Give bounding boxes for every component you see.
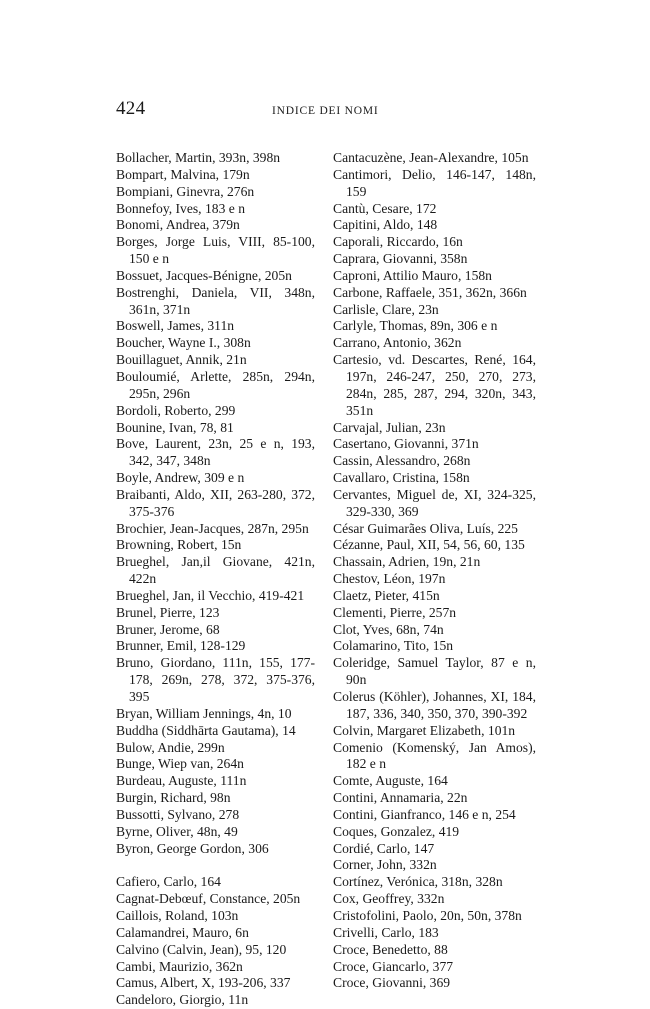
index-entry: Cézanne, Paul, XII, 54, 56, 60, 135 — [333, 537, 525, 553]
index-entry: Carlyle, Thomas, 89n, 306 e n — [333, 318, 498, 334]
index-entry: Cagnat-Debœuf, Constance, 205n — [116, 891, 301, 907]
index-entry: Bulow, Andie, 299n — [116, 739, 225, 755]
index-entry: Bruner, Jerome, 68 — [116, 621, 220, 637]
index-entry: Bonnefoy, Ives, 183 e n — [116, 200, 245, 216]
index-entry: Bruno, Giordano, 111n, 155, 177-178, 269n, 278, 372, 375-376, 395 — [116, 655, 315, 704]
index-entry: Boyle, Andrew, 309 e n — [116, 470, 245, 486]
index-entry: Cristofolini, Paolo, 20n, 50n, 378n — [333, 907, 522, 923]
index-entry: Cantacuzène, Jean-Alexandre, 105n — [333, 150, 529, 165]
index-entry: Bompiani, Ginevra, 276n — [116, 183, 255, 199]
index-entry: Candeloro, Giorgio, 11n — [116, 992, 249, 1008]
index-entry: Cantimori, Delio, 146-147, 148n, 159 — [333, 166, 536, 199]
index-entry: Camus, Albert, X, 193-206, 337 — [116, 975, 291, 991]
index-entry: Boswell, James, 311n — [116, 318, 235, 334]
index-entry: Bompart, Malvina, 179n — [116, 166, 250, 182]
index-entry: Bryan, William Jennings, 4n, 10 — [116, 705, 292, 721]
index-entry: Brueghel, Jan, il Vecchio, 419-421 — [116, 587, 305, 603]
index-entry: Coleridge, Samuel Taylor, 87 e n, 90n — [333, 655, 536, 688]
index-entry: Brunner, Emil, 128-129 — [116, 638, 246, 654]
index-entry: Cambi, Maurizio, 362n — [116, 958, 243, 974]
index-entry: Colvin, Margaret Elizabeth, 101n — [333, 722, 516, 738]
index-entry: Capitini, Aldo, 148 — [333, 217, 438, 233]
index-entry: Bonomi, Andrea, 379n — [116, 217, 240, 233]
index-entry: Carvajal, Julian, 23n — [333, 419, 446, 435]
index-entry: Cordié, Carlo, 147 — [333, 840, 435, 856]
index-entry: Byrne, Oliver, 48n, 49 — [116, 823, 238, 839]
index-entry: Carrano, Antonio, 362n — [333, 335, 462, 351]
index-entry: Brueghel, Jan,il Giovane, 421n, 422n — [116, 554, 315, 587]
index-entry: Comenio (Komenský, Jan Amos), 182 e n — [333, 739, 536, 772]
index-entry: Bouloumié, Arlette, 285n, 294n, 295n, 296n — [116, 368, 315, 401]
index-entry: Bordoli, Roberto, 299 — [116, 402, 236, 418]
index-entry: Corner, John, 332n — [333, 857, 437, 873]
index-entry: Cantù, Cesare, 172 — [333, 200, 437, 216]
page-number: 424 — [116, 98, 146, 119]
index-entry: Braibanti, Aldo, XII, 263-280, 372, 375-376 — [116, 486, 315, 519]
index-column-left — [116, 150, 315, 1009]
letter-group-gap — [116, 857, 315, 874]
index-entry: Boucher, Wayne I., 308n — [116, 335, 251, 351]
index-entry: Claetz, Pieter, 415n — [333, 587, 440, 603]
index-entry: Croce, Giancarlo, 377 — [333, 958, 454, 974]
index-entry: Cafiero, Carlo, 164 — [116, 874, 221, 890]
index-entry: Caproni, Attilio Mauro, 158n — [333, 267, 492, 283]
index-entry: Caprara, Giovanni, 358n — [333, 251, 468, 267]
index-column-right — [333, 150, 536, 992]
index-entry: Cartesio, vd. Descartes, René, 164, 197n, 246-247, 250, 270, 273, 284n, 285, 287, 294, 320n, 343, 351n — [333, 352, 536, 418]
index-entry: Croce, Benedetto, 88 — [333, 941, 448, 957]
index-entry: Chestov, Léon, 197n — [333, 571, 446, 587]
index-entry: Brunel, Pierre, 123 — [116, 604, 220, 620]
index-entry: Carbone, Raffaele, 351, 362n, 366n — [333, 284, 527, 300]
index-entry: Croce, Giovanni, 369 — [333, 975, 451, 991]
index-entry: Coques, Gonzalez, 419 — [333, 823, 460, 839]
index-entry: Caillois, Roland, 103n — [116, 907, 239, 923]
index-entry: Burdeau, Auguste, 111n — [116, 773, 247, 789]
index-entry: Cassin, Alessandro, 268n — [333, 453, 471, 469]
index-entry: César Guimarães Oliva, Luís, 225 — [333, 520, 518, 536]
index-entry: Colerus (Köhler), Johannes, XI, 184, 187, 336, 340, 350, 370, 390-392 — [333, 689, 536, 721]
index-entry: Bunge, Wiep van, 264n — [116, 756, 244, 772]
index-entry: Bouillaguet, Annik, 21n — [116, 352, 247, 368]
index-entry: Contini, Annamaria, 22n — [333, 790, 468, 806]
index-entry: Cavallaro, Cristina, 158n — [333, 470, 470, 486]
index-entry: Clot, Yves, 68n, 74n — [333, 621, 444, 637]
index-entry: Calvino (Calvin, Jean), 95, 120 — [116, 941, 287, 957]
index-entry: Bounine, Ivan, 78, 81 — [116, 419, 234, 435]
index-entry: Bostrenghi, Daniela, VII, 348n, 361n, 371n — [116, 284, 315, 317]
index-entry: Byron, George Gordon, 306 — [116, 840, 269, 856]
index-entry: Borges, Jorge Luis, VIII, 85-100, 150 e n — [116, 234, 315, 267]
index-entry: Bollacher, Martin, 393n, 398n — [116, 150, 281, 165]
index-entry: Contini, Gianfranco, 146 e n, 254 — [333, 806, 516, 822]
index-entry: Casertano, Giovanni, 371n — [333, 436, 479, 452]
index-entry: Cortínez, Verónica, 318n, 328n — [333, 874, 503, 890]
index-entry: Browning, Robert, 15n — [116, 537, 242, 553]
index-entry: Caporali, Riccardo, 16n — [333, 234, 463, 250]
index-entry: Clementi, Pierre, 257n — [333, 604, 457, 620]
index-entry: Carlisle, Clare, 23n — [333, 301, 439, 317]
index-entry: Bussotti, Sylvano, 278 — [116, 806, 240, 822]
index-entry: Cox, Geoffrey, 332n — [333, 891, 445, 907]
index-entry: Brochier, Jean-Jacques, 287n, 295n — [116, 520, 309, 536]
index-entry: Bossuet, Jacques-Bénigne, 205n — [116, 267, 292, 283]
index-entry: Burgin, Richard, 98n — [116, 790, 231, 806]
index-entry: Chassain, Adrien, 19n, 21n — [333, 554, 481, 570]
index-entry: Colamarino, Tito, 15n — [333, 638, 454, 654]
index-entry: Buddha (Siddhārta Gautama), 14 — [116, 722, 296, 738]
index-entry: Comte, Auguste, 164 — [333, 773, 448, 789]
index-entry: Cervantes, Miguel de, XI, 324-325, 329-330, 369 — [333, 486, 536, 519]
index-entry: Bove, Laurent, 23n, 25 e n, 193, 342, 347, 348n — [116, 436, 315, 469]
index-entry: Calamandrei, Mauro, 6n — [116, 924, 249, 940]
running-title: INDICE DEI NOMI — [272, 105, 379, 117]
index-entry: Crivelli, Carlo, 183 — [333, 924, 439, 940]
